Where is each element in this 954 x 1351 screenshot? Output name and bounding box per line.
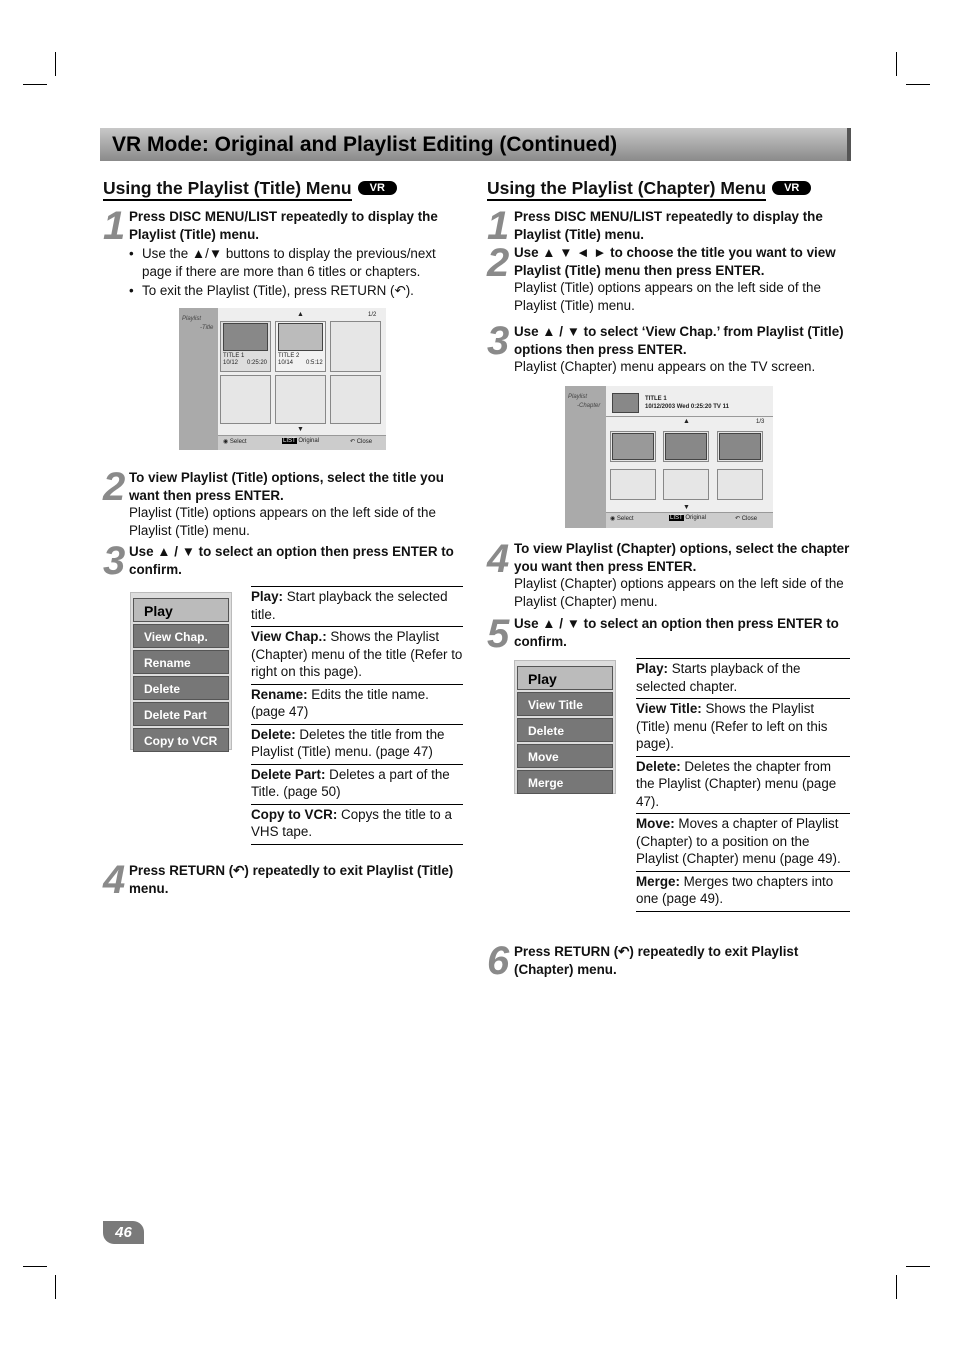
step-number: 3 [103,539,126,583]
menu-item-delete-part[interactable]: Delete Part [133,702,229,726]
title-options-menu [130,592,232,750]
title-options-descriptions [251,586,463,845]
left-step-4: Press RETURN (↶) repeatedly to exit Playlist (Title) menu. [129,863,454,896]
menu-item-merge[interactable]: Merge [517,770,613,794]
title-thumbnail [612,393,639,413]
menu-item-delete[interactable]: Delete [133,676,229,700]
title-thumbnail[interactable] [278,323,323,351]
right-step-3: Use ▲ / ▼ to select ‘View Chap.’ from Playlist (Title) options then press ENTER. Playlist (Chapter) menu appears on the TV screen. [514,324,844,374]
left-step-2: To view Playlist (Title) options, select the title you want then press ENTER. Playlist (Title) options appears on the left side of the Playlist (Title) menu. [129,470,444,538]
desc-delete-part: Delete Part: Deletes a part of the Title. (page 50) [251,764,463,804]
step-number: 1 [103,204,126,248]
bullet: • To exit the Playlist (Title), press RETURN (↶). [129,282,464,300]
right-step-5: Use ▲ / ▼ to select an option then press ENTER to confirm. [514,616,839,649]
menu-item-delete[interactable]: Delete [517,718,613,742]
desc-delete: Delete: Deletes the title from the Playlist (Title) menu. (page 47) [251,724,463,764]
page-number: 46 [103,1221,144,1244]
crop-mark [55,52,56,76]
chapter-thumbnail[interactable] [665,433,707,460]
desc-copy-to-vcr: Copy to VCR: Copys the title to a VHS tape. [251,804,463,845]
right-step-6: Press RETURN (↶) repeatedly to exit Playlist (Chapter) menu. [514,944,799,977]
chapter-options-descriptions [636,658,850,912]
desc-play: Play: Start playback the selected title. [251,586,463,626]
crop-mark [23,84,47,85]
step-number: 5 [487,612,510,656]
menu-item-copy-to-vcr[interactable]: Copy to VCR [133,728,229,752]
playlist-title-screen: Playlist -Title ▲ 1/2 TITLE 1 10/12 0:25:20 TITLE 2 10/14 0:5:12 ▼ ◉ Select LIST Original ↶ Close [179,308,386,450]
desc-delete: Delete: Deletes the chapter from the Playlist (Chapter) menu (page 47). [636,756,850,814]
step-number: 2 [487,241,510,285]
menu-item-play[interactable]: Play [133,598,229,622]
desc-view-chap: View Chap.: Shows the Playlist (Chapter) menu of the title (Refer to right on this page). [251,626,463,684]
playlist-chapter-screen: Playlist -Chapter TITLE 1 10/12/2003 Wed 0:25:20 TV 11 ▲ 1/3 ▼ ◉ Select LIST Original ↶ Close [565,386,773,528]
chapter-thumbnail[interactable] [612,433,654,460]
right-section-heading: Using the Playlist (Chapter) Menu VR [487,178,811,199]
crop-mark [23,1266,47,1267]
menu-item-rename[interactable]: Rename [133,650,229,674]
crop-mark [55,1275,56,1299]
step-number: 3 [487,319,510,363]
page-header [100,128,851,161]
menu-item-move[interactable]: Move [517,744,613,768]
desc-play: Play: Starts playback of the selected chapter. [636,658,850,698]
step-number: 4 [103,858,126,902]
menu-item-view-chap[interactable]: View Chap. [133,624,229,648]
desc-view-title: View Title: Shows the Playlist (Title) menu (Refer to left on this page). [636,698,850,756]
title-thumbnail[interactable] [223,323,268,351]
crop-mark [906,84,930,85]
page-title: VR Mode: Original and Playlist Editing (Continued) [112,133,618,156]
right-step-4: To view Playlist (Chapter) options, select the chapter you want then press ENTER. Playlist (Chapter) options appears on the left side of the Playlist (Chapter) menu. [514,541,850,609]
menu-item-view-title[interactable]: View Title [517,692,613,716]
desc-merge: Merge: Merges two chapters into one (page 49). [636,871,850,912]
vr-badge: VR [358,181,397,195]
left-step-1: Press DISC MENU/LIST repeatedly to display the Playlist (Title) menu. • Use the ▲/▼ buttons to display the previous/next page if there are more than 6 titles or chapters. • To exit the Playlist (Title), press RETURN (↶). [129,208,464,300]
step-number: 6 [487,939,510,983]
bullet: • Use the ▲/▼ buttons to display the previous/next page if there are more than 6 titles or chapters. [129,245,464,280]
step-number: 4 [487,537,510,581]
chapter-options-menu [514,660,616,794]
left-step-3: Use ▲ / ▼ to select an option then press ENTER to confirm. [129,544,454,577]
crop-mark [906,1266,930,1267]
crop-mark [896,1275,897,1299]
right-step-1: Press DISC MENU/LIST repeatedly to display the Playlist (Title) menu. [514,209,823,242]
chapter-thumbnail[interactable] [719,433,761,460]
step-number: 1 [487,204,510,248]
right-step-2: Use ▲ ▼ ◄ ► to choose the title you want to view Playlist (Title) menu then press ENTER. Playlist (Title) options appears on the left side of the Playlist (Title) menu. [514,245,836,313]
left-section-heading: Using the Playlist (Title) Menu VR [103,178,397,199]
menu-item-play[interactable]: Play [517,666,613,690]
step-number: 2 [103,465,126,509]
desc-move: Move: Moves a chapter of Playlist (Chapter) to a position on the Playlist (Chapter) menu (page 49). [636,813,850,871]
vr-badge: VR [772,181,811,195]
crop-mark [896,52,897,76]
desc-rename: Rename: Edits the title name. (page 47) [251,684,463,724]
